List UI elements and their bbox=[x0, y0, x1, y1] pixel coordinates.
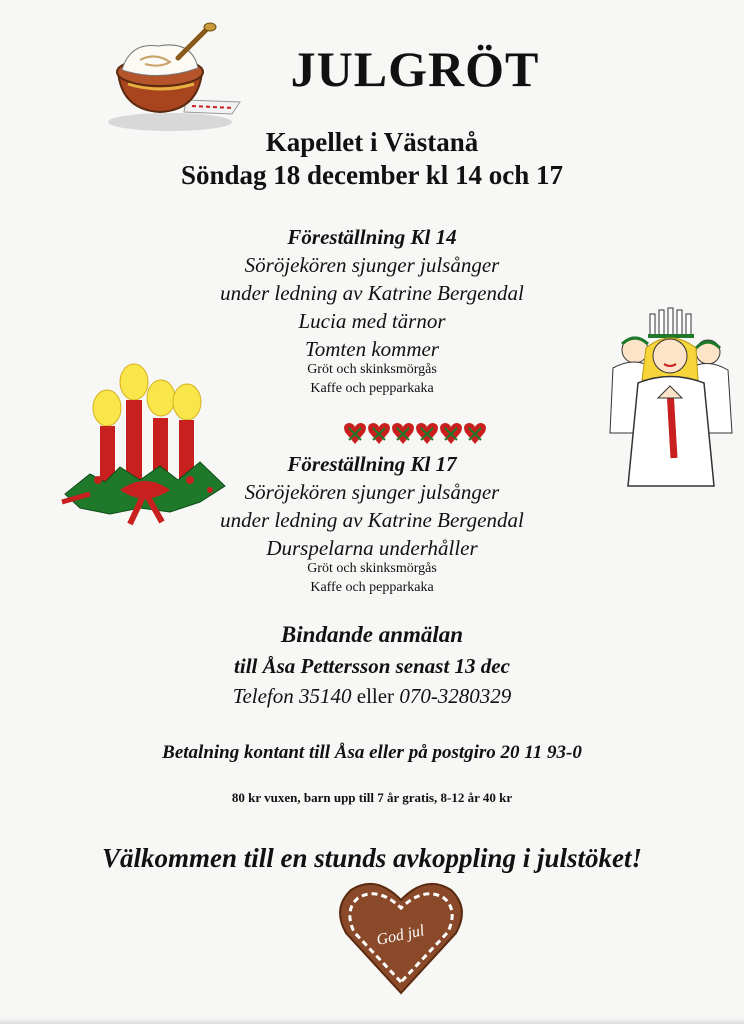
show2-heading: Föreställning Kl 17 bbox=[287, 452, 457, 476]
show1-food: Kaffe och pepparkaka bbox=[310, 381, 434, 396]
show2-line: Söröjekören sjunger julsånger bbox=[244, 480, 500, 504]
show1-line: Lucia med tärnor bbox=[298, 309, 446, 333]
booking-contact: till Åsa Pettersson senast 13 dec bbox=[234, 654, 510, 678]
phone-or: eller bbox=[351, 684, 400, 708]
show2-food: Gröt och skinksmörgås bbox=[307, 561, 437, 576]
payment-line: Betalning kontant till Åsa eller på postgiro 20 11 93-0 bbox=[162, 742, 582, 763]
heart-text: God jul bbox=[375, 922, 426, 949]
phone-mobile: 070-3280329 bbox=[399, 684, 512, 708]
booking-phone bbox=[0, 684, 744, 709]
show1-line: Tomten kommer bbox=[305, 337, 439, 361]
price-line: 80 kr vuxen, barn upp till 7 år gratis, 8-12 år 40 kr bbox=[231, 790, 513, 805]
phone-number: Telefon 35140 bbox=[232, 684, 352, 708]
show2-food: Kaffe och pepparkaka bbox=[310, 580, 434, 595]
welcome-line: Välkommen till en stunds avkoppling i julstöket! bbox=[101, 843, 643, 873]
page-title: JULGRÖT bbox=[290, 41, 540, 97]
show1-heading: Föreställning Kl 14 bbox=[287, 225, 457, 249]
date-line: Söndag 18 december kl 14 och 17 bbox=[180, 160, 564, 190]
advent-candles-icon bbox=[60, 362, 230, 532]
booking-heading: Bindande anmälan bbox=[280, 622, 464, 647]
show2-line: Durspelarna underhåller bbox=[266, 536, 478, 560]
show1-line: under ledning av Katrine Bergendal bbox=[220, 281, 524, 305]
gingerbread-heart-icon bbox=[336, 878, 466, 998]
show1-food: Gröt och skinksmörgås bbox=[307, 362, 437, 377]
page-edge bbox=[0, 1018, 744, 1024]
show2-line: under ledning av Katrine Bergendal bbox=[220, 508, 524, 532]
show1-line: Söröjekören sjunger julsånger bbox=[244, 253, 500, 277]
lucia-procession-icon bbox=[608, 308, 734, 498]
venue-line: Kapellet i Västanå bbox=[265, 127, 479, 157]
heart-divider-icon bbox=[343, 420, 493, 448]
